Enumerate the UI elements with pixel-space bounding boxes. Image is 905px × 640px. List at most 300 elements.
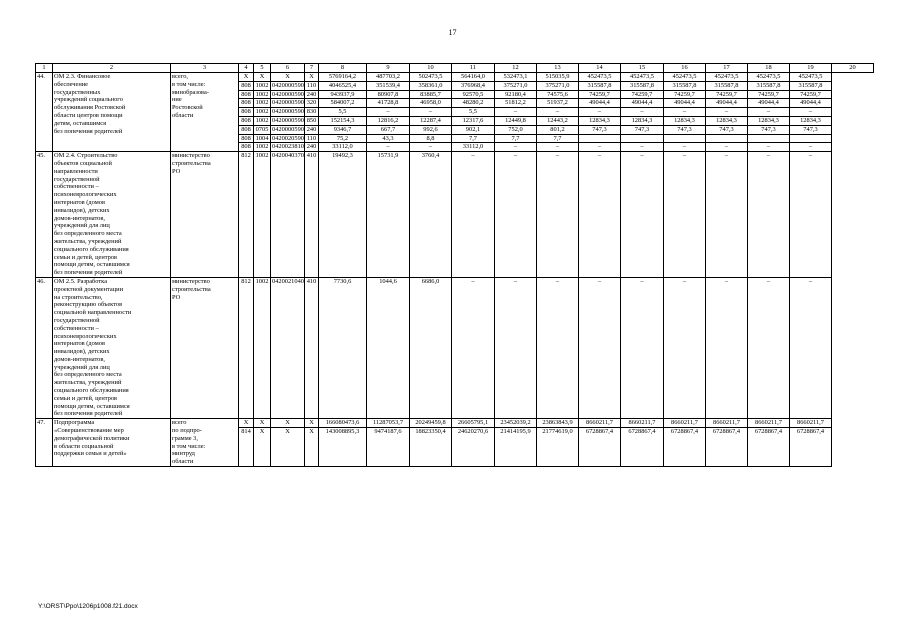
- measure-name-line: объектов социальной: [54, 159, 112, 167]
- amount-cell: 12816,2: [367, 116, 410, 125]
- executor: [171, 73, 239, 152]
- budget-code-cell: X: [254, 73, 271, 82]
- amount-cell: –: [706, 152, 748, 278]
- table-row: [36, 277, 874, 418]
- amount-cell: 902,1: [452, 125, 495, 134]
- amount-cell: 9346,7: [319, 125, 367, 134]
- measure-name-line: государственной: [54, 316, 100, 324]
- amount-cell: –: [367, 143, 410, 152]
- measure-name-line: ОМ 2.5. Разработка: [54, 277, 108, 285]
- amount-cell: 747,3: [748, 125, 790, 134]
- measure-name-line: демографической политики: [54, 434, 130, 442]
- amount-cell: [664, 134, 706, 143]
- amount-cell: –: [537, 108, 579, 117]
- budget-code-cell: 0705: [254, 125, 271, 134]
- column-number: 9: [367, 64, 410, 73]
- budget-code-cell: 808: [239, 108, 254, 117]
- amount-cell: 12834,3: [790, 116, 832, 125]
- budget-code-cell: X: [271, 428, 305, 467]
- amount-cell: 992,6: [410, 125, 452, 134]
- amount-cell: 23863843,9: [537, 419, 579, 428]
- budget-code-cell: 808: [239, 99, 254, 108]
- amount-cell: 7,7: [537, 134, 579, 143]
- amount-cell: 74575,6: [537, 90, 579, 99]
- table-row: [36, 152, 874, 278]
- amount-cell: 584007,2: [319, 99, 367, 108]
- amount-cell: [790, 134, 832, 143]
- budget-code-cell: 0420000590: [272, 90, 304, 98]
- measure-name-line: инвалидов), детских: [54, 206, 110, 214]
- amount-cell: 452473,5: [706, 73, 748, 82]
- executor-line: области: [172, 111, 194, 119]
- measure-name: [53, 73, 171, 152]
- column-number: 10: [410, 64, 452, 73]
- amount-cell: 376968,4: [452, 81, 495, 90]
- amount-cell: 43,3: [367, 134, 410, 143]
- measure-name-line: обслуживания Ростовской: [54, 104, 126, 112]
- amount-cell: 8660211,7: [579, 419, 621, 428]
- measure-name: [53, 277, 171, 418]
- table-row: [36, 419, 874, 428]
- amount-cell: 8,8: [410, 134, 452, 143]
- budget-code-cell: 1002: [254, 99, 271, 108]
- amount-cell: –: [664, 152, 706, 278]
- amount-cell: 7730,6: [319, 277, 367, 418]
- column-number: 7: [305, 64, 319, 73]
- amount-cell: 6728867,4: [664, 428, 706, 467]
- executor-line: РО: [172, 167, 181, 175]
- amount-cell: 49044,4: [664, 99, 706, 108]
- executor-line: всего: [172, 419, 187, 427]
- budget-code-cell: 1004: [254, 134, 271, 143]
- amount-cell: 6728867,4: [706, 428, 748, 467]
- amount-cell: –: [410, 108, 452, 117]
- budget-code-cell: 808: [239, 134, 254, 143]
- amount-cell: 74259,7: [579, 90, 621, 99]
- amount-cell: –: [579, 143, 621, 152]
- row-number: 45.: [36, 152, 53, 278]
- amount-cell: 12449,8: [495, 116, 537, 125]
- amount-cell: 41728,8: [367, 99, 410, 108]
- amount-cell: [706, 134, 748, 143]
- budget-code-cell: 814: [239, 428, 254, 467]
- executor-line: министерство: [172, 277, 210, 285]
- amount-cell: 24620270,6: [452, 428, 495, 467]
- amount-cell: 3760,4: [410, 152, 452, 278]
- budget-code-cell: 808: [239, 116, 254, 125]
- budget-code-cell: 0420023810: [272, 143, 304, 151]
- amount-cell: 6686,0: [410, 277, 452, 418]
- measure-name-line: учреждений для лиц: [54, 222, 110, 230]
- amount-cell: –: [748, 108, 790, 117]
- amount-cell: –: [706, 143, 748, 152]
- amount-cell: 74259,7: [790, 90, 832, 99]
- table-row: [36, 73, 874, 82]
- amount-cell: 315587,8: [748, 81, 790, 90]
- amount-cell: [579, 134, 621, 143]
- measure-name-line: поддержки семьи и детей»: [54, 450, 127, 458]
- amount-cell: –: [537, 143, 579, 152]
- executor-line: РО: [172, 293, 181, 301]
- column-number: 14: [579, 64, 621, 73]
- measure-name-line: собственности –: [54, 183, 99, 191]
- measure-name-line: психоневрологических: [54, 332, 117, 340]
- amount-cell: 7,7: [452, 134, 495, 143]
- amount-cell: 48280,2: [452, 99, 495, 108]
- amount-cell: 8660211,7: [664, 419, 706, 428]
- amount-cell: –: [495, 152, 537, 278]
- column-number: 8: [319, 64, 367, 73]
- amount-cell: 943937,9: [319, 90, 367, 99]
- amount-cell: 8660211,7: [621, 419, 664, 428]
- amount-cell: 747,3: [579, 125, 621, 134]
- amount-cell: –: [790, 152, 832, 278]
- amount-cell: 6728867,4: [748, 428, 790, 467]
- amount-cell: 166080473,6: [319, 419, 367, 428]
- measure-name-line: психоневрологических: [54, 191, 117, 199]
- measure-name-line: проектной документации: [54, 285, 124, 293]
- budget-code-cell: 240: [305, 143, 319, 152]
- measure-name-line: без попечения родителей: [54, 269, 123, 277]
- executor-line: ние: [172, 96, 182, 104]
- measure-name-line: жительства, учреждений: [54, 237, 122, 245]
- budget-code-cell: 0420000590: [272, 108, 304, 116]
- measure-name-line: без определенного места: [54, 230, 122, 238]
- measure-name-line: государственной: [54, 175, 100, 183]
- budget-table: [35, 63, 874, 467]
- budget-code-cell: 0420020590: [272, 134, 304, 142]
- amount-cell: 351539,4: [367, 81, 410, 90]
- measure-name-line: интернатов (домов: [54, 198, 105, 206]
- amount-cell: –: [664, 277, 706, 418]
- amount-cell: 1044,6: [367, 277, 410, 418]
- amount-cell: 502473,5: [410, 73, 452, 82]
- amount-cell: 515035,9: [537, 73, 579, 82]
- measure-name-line: помощи детям, оставшимся: [54, 261, 130, 269]
- amount-cell: –: [748, 277, 790, 418]
- budget-code-cell: 410: [305, 277, 319, 418]
- amount-cell: –: [537, 152, 579, 278]
- amount-cell: 12287,4: [410, 116, 452, 125]
- amount-cell: –: [579, 277, 621, 418]
- column-number: 1: [36, 64, 53, 73]
- measure-name-line: семьи и детей, центров: [54, 253, 118, 261]
- budget-code-cell: 0420021040: [271, 277, 305, 418]
- amount-cell: 452473,5: [748, 73, 790, 82]
- budget-code-cell: X: [254, 428, 271, 467]
- budget-code-cell: X: [239, 419, 254, 428]
- measure-name-line: на строительство,: [54, 293, 103, 301]
- amount-cell: –: [790, 108, 832, 117]
- budget-code-cell: 808: [239, 143, 254, 152]
- amount-cell: 12834,3: [748, 116, 790, 125]
- amount-cell: –: [410, 143, 452, 152]
- amount-cell: 315587,8: [664, 81, 706, 90]
- amount-cell: –: [790, 143, 832, 152]
- executor-line: области: [172, 458, 194, 466]
- budget-code-cell: X: [305, 428, 319, 467]
- measure-name-line: «Совершенствование мер: [54, 427, 124, 435]
- amount-cell: 49044,4: [621, 99, 664, 108]
- amount-cell: 8660211,7: [790, 419, 832, 428]
- row-number: 44.: [36, 73, 53, 152]
- amount-cell: 83885,7: [410, 90, 452, 99]
- budget-code-cell: X: [254, 419, 271, 428]
- amount-cell: 92570,5: [452, 90, 495, 99]
- amount-cell: 7,7: [495, 134, 537, 143]
- amount-cell: –: [664, 108, 706, 117]
- measure-name-line: домов-интернатов,: [54, 355, 105, 363]
- budget-code-cell: 1002: [254, 108, 271, 117]
- amount-cell: –: [706, 108, 748, 117]
- budget-code-cell: 110: [305, 81, 319, 90]
- amount-cell: 46958,0: [410, 99, 452, 108]
- amount-cell: –: [664, 143, 706, 152]
- budget-code-cell: X: [271, 419, 305, 428]
- column-number: 3: [171, 64, 239, 73]
- amount-cell: 12834,3: [579, 116, 621, 125]
- amount-cell: 5,5: [319, 108, 367, 117]
- column-number: 20: [832, 64, 874, 73]
- amount-cell: 452473,5: [790, 73, 832, 82]
- executor-line: министерство: [172, 152, 210, 160]
- amount-cell: 6728867,4: [621, 428, 664, 467]
- budget-code-cell: 0420000590: [272, 116, 304, 124]
- amount-cell: 564164,0: [452, 73, 495, 82]
- budget-code-cell: 1002: [254, 152, 271, 278]
- amount-cell: –: [452, 277, 495, 418]
- measure-name: [53, 152, 171, 278]
- column-number: 4: [239, 64, 254, 73]
- measure-name-line: реконструкцию объектов: [54, 301, 123, 309]
- amount-cell: 26605795,1: [452, 419, 495, 428]
- measure-name-line: социальной направленности: [54, 309, 132, 317]
- amount-cell: 21774619,0: [537, 428, 579, 467]
- amount-cell: 452473,5: [579, 73, 621, 82]
- amount-cell: 752,0: [495, 125, 537, 134]
- measure-name-line: Подпрограмма: [54, 419, 95, 427]
- amount-cell: 9474187,6: [367, 428, 410, 467]
- amount-cell: 667,7: [367, 125, 410, 134]
- row-number: 46.: [36, 277, 53, 418]
- budget-code-cell: 110: [305, 134, 319, 143]
- amount-cell: 49044,4: [579, 99, 621, 108]
- budget-code-cell: 1002: [254, 277, 271, 418]
- budget-code-cell: 812: [239, 277, 254, 418]
- amount-cell: 8660211,7: [748, 419, 790, 428]
- amount-cell: 143008895,3: [319, 428, 367, 467]
- amount-cell: 6728867,4: [579, 428, 621, 467]
- budget-code-cell: 1002: [254, 81, 271, 90]
- executor-line: строительства: [172, 159, 211, 167]
- executor: [171, 152, 239, 278]
- executor-line: в том числе:: [172, 442, 206, 450]
- executor-line: всего,: [172, 73, 188, 80]
- amount-cell: –: [621, 152, 664, 278]
- measure-name-line: ОМ 2.3. Финансовое: [54, 73, 111, 80]
- amount-cell: 49044,4: [706, 99, 748, 108]
- amount-cell: –: [621, 277, 664, 418]
- amount-cell: [621, 134, 664, 143]
- executor-line: минобразова-: [172, 88, 209, 96]
- amount-cell: –: [495, 108, 537, 117]
- amount-cell: 33112,0: [452, 143, 495, 152]
- amount-cell: –: [748, 152, 790, 278]
- measure-name-line: в области социальной: [54, 442, 114, 450]
- executor-line: по подпро-: [172, 427, 202, 435]
- budget-code-cell: 240: [305, 90, 319, 99]
- amount-cell: 19492,3: [319, 152, 367, 278]
- measure-name-line: ОМ 2.4. Строительство: [54, 152, 118, 160]
- amount-cell: –: [621, 143, 664, 152]
- column-number: 18: [748, 64, 790, 73]
- amount-cell: 74259,7: [706, 90, 748, 99]
- budget-code-cell: 1002: [254, 90, 271, 99]
- measure-name-line: обеспечение: [54, 80, 89, 88]
- column-number: 2: [53, 64, 171, 73]
- amount-cell: 375271,0: [495, 81, 537, 90]
- executor: [171, 419, 239, 467]
- amount-cell: 92180,4: [495, 90, 537, 99]
- amount-cell: 49044,4: [790, 99, 832, 108]
- budget-code-cell: 320: [305, 99, 319, 108]
- measure-name-line: области центров помощи: [54, 111, 123, 119]
- amount-cell: 20249459,8: [410, 419, 452, 428]
- measure-name-line: собственности –: [54, 324, 99, 332]
- measure-name-line: семьи и детей, центров: [54, 394, 118, 402]
- measure-name-line: без попечения родителей: [54, 410, 123, 418]
- measure-name: [53, 419, 171, 467]
- amount-cell: 12834,3: [621, 116, 664, 125]
- column-number: 6: [271, 64, 305, 73]
- measure-name-line: без определенного места: [54, 371, 122, 379]
- budget-code-cell: X: [305, 419, 319, 428]
- amount-cell: –: [495, 143, 537, 152]
- measure-name-line: помощи детям, оставшимся: [54, 402, 130, 410]
- amount-cell: –: [790, 277, 832, 418]
- column-number: 12: [495, 64, 537, 73]
- measure-name-line: государственных: [54, 88, 101, 96]
- amount-cell: 12834,3: [664, 116, 706, 125]
- row-number: 47.: [36, 419, 53, 467]
- column-number: 15: [621, 64, 664, 73]
- budget-code-cell: 410: [305, 152, 319, 278]
- amount-cell: –: [579, 108, 621, 117]
- executor-line: грамме 3,: [172, 434, 198, 442]
- budget-code-cell: 0420000590: [272, 99, 304, 107]
- budget-code-cell: 0420040370: [271, 152, 305, 278]
- amount-cell: 12317,6: [452, 116, 495, 125]
- amount-cell: 21414195,9: [495, 428, 537, 467]
- amount-cell: 315587,8: [706, 81, 748, 90]
- amount-cell: –: [579, 152, 621, 278]
- amount-cell: 358361,0: [410, 81, 452, 90]
- amount-cell: 452473,5: [621, 73, 664, 82]
- amount-cell: 152154,3: [319, 116, 367, 125]
- amount-cell: –: [748, 143, 790, 152]
- amount-cell: –: [495, 277, 537, 418]
- column-number: 17: [706, 64, 748, 73]
- amount-cell: 15731,9: [367, 152, 410, 278]
- measure-name-line: интернатов (домов: [54, 340, 105, 348]
- amount-cell: 49044,4: [748, 99, 790, 108]
- amount-cell: –: [367, 108, 410, 117]
- amount-cell: 51812,2: [495, 99, 537, 108]
- amount-cell: 51937,2: [537, 99, 579, 108]
- budget-code-cell: X: [239, 73, 254, 82]
- amount-cell: 74259,7: [621, 90, 664, 99]
- column-number: 19: [790, 64, 832, 73]
- amount-cell: 747,3: [664, 125, 706, 134]
- amount-cell: 747,3: [790, 125, 832, 134]
- budget-code-cell: 830: [305, 108, 319, 117]
- amount-cell: 747,3: [706, 125, 748, 134]
- measure-name-line: учреждений социального: [54, 96, 123, 104]
- executor-line: строительства: [172, 285, 211, 293]
- measure-name-line: социального обслуживания: [54, 387, 129, 395]
- amount-cell: –: [537, 277, 579, 418]
- budget-code-cell: X: [271, 73, 305, 82]
- column-number: 11: [452, 64, 495, 73]
- amount-cell: 487703,2: [367, 73, 410, 82]
- budget-code-cell: 1002: [254, 116, 271, 125]
- column-number: 16: [664, 64, 706, 73]
- amount-cell: 8660211,7: [706, 419, 748, 428]
- amount-cell: 5,5: [452, 108, 495, 117]
- amount-cell: 74259,7: [664, 90, 706, 99]
- amount-cell: 5769164,2: [319, 73, 367, 82]
- measure-name-line: учреждений для лиц: [54, 363, 110, 371]
- amount-cell: 375271,0: [537, 81, 579, 90]
- measure-name-line: направленности: [54, 167, 98, 175]
- amount-cell: 18823350,4: [410, 428, 452, 467]
- budget-code-cell: 850: [305, 116, 319, 125]
- measure-name-line: жительства, учреждений: [54, 379, 122, 387]
- executor-line: в том числе:: [172, 80, 206, 88]
- amount-cell: 12443,2: [537, 116, 579, 125]
- amount-cell: 4046525,4: [319, 81, 367, 90]
- page-number: 17: [448, 28, 457, 37]
- amount-cell: 452473,5: [664, 73, 706, 82]
- budget-code-cell: 0420000590: [272, 125, 304, 133]
- executor-line: минтруд: [172, 450, 195, 458]
- amount-cell: 74259,7: [748, 90, 790, 99]
- executor: [171, 277, 239, 418]
- budget-code-cell: 0420000590: [272, 81, 304, 89]
- amount-cell: 747,3: [621, 125, 664, 134]
- amount-cell: 33112,0: [319, 143, 367, 152]
- amount-cell: 6728867,4: [790, 428, 832, 467]
- amount-cell: 80907,8: [367, 90, 410, 99]
- budget-code-cell: 240: [305, 125, 319, 134]
- amount-cell: 532473,1: [495, 73, 537, 82]
- budget-code-cell: X: [305, 73, 319, 82]
- budget-code-cell: 808: [239, 81, 254, 90]
- amount-cell: 315587,8: [790, 81, 832, 90]
- budget-code-cell: 1002: [254, 143, 271, 152]
- amount-cell: –: [452, 152, 495, 278]
- amount-cell: –: [706, 277, 748, 418]
- amount-cell: 75,2: [319, 134, 367, 143]
- amount-cell: 315587,8: [579, 81, 621, 90]
- amount-cell: 315587,8: [621, 81, 664, 90]
- budget-code-cell: 808: [239, 125, 254, 134]
- measure-name-line: без попечения родителей: [54, 127, 123, 135]
- file-path-footer: Y:\ORST\Ppo\1206p1008.f21.docx: [38, 603, 138, 610]
- amount-cell: 23452039,2: [495, 419, 537, 428]
- amount-cell: 801,2: [537, 125, 579, 134]
- amount-cell: [748, 134, 790, 143]
